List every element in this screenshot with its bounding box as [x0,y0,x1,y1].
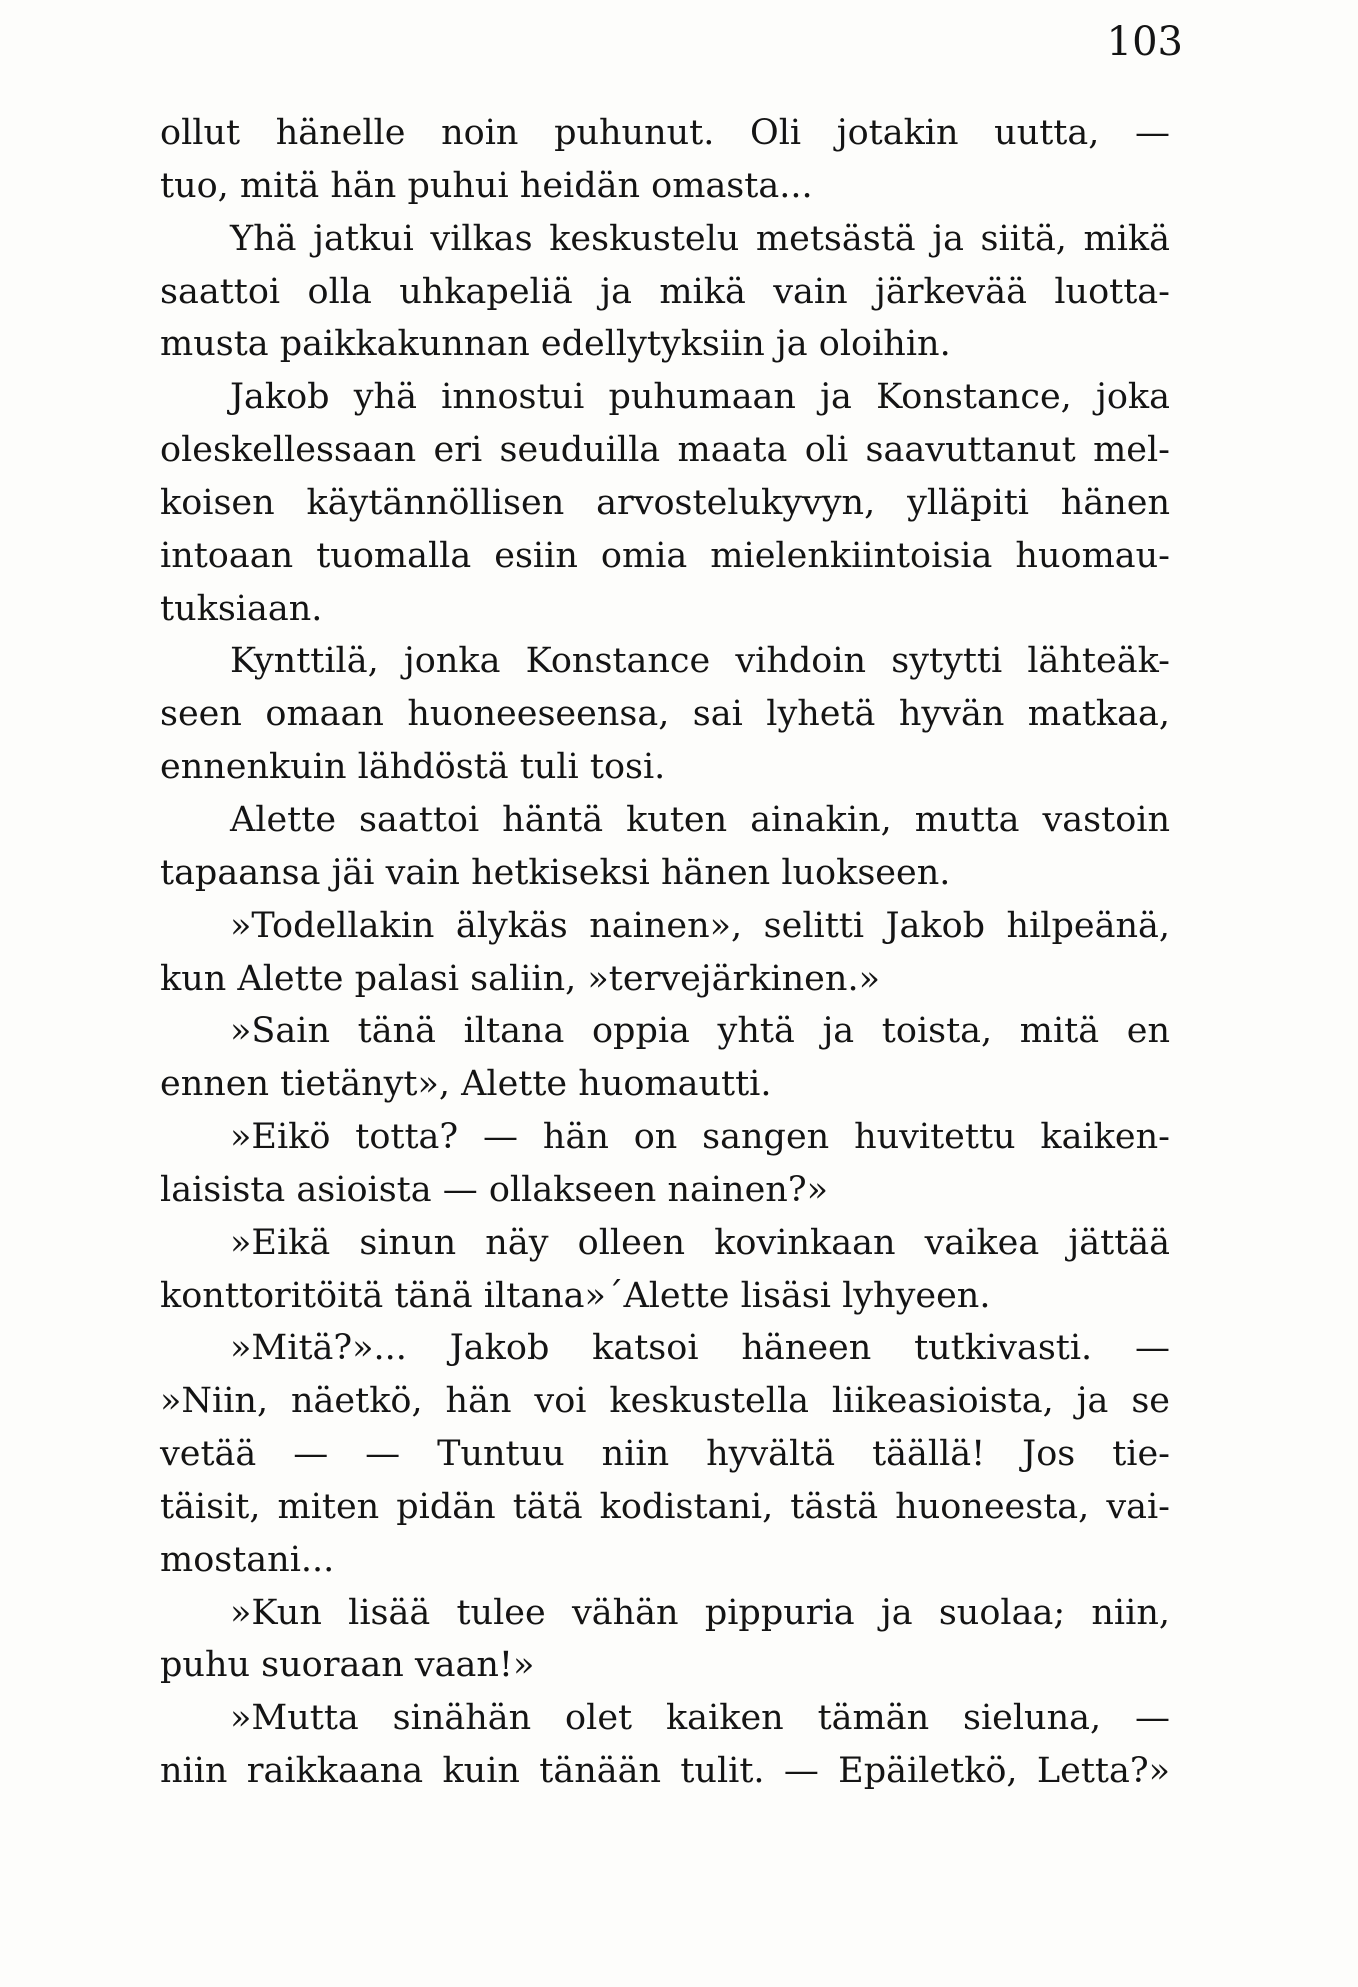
text-line: kun Alette palasi saliin, »tervejärkinen.» [160,958,880,999]
text-line: laisista asioista — ollakseen nainen?» [160,1169,829,1210]
text-line: ennen tietänyt», Alette huomautti. [160,1064,772,1105]
text-line: tuo, mitä hän puhui heidän omasta... [160,165,813,206]
text-line: »Kun lisää tulee vähän pippuria ja suolaa; niin, [230,1592,1170,1633]
text-line: Yhä jatkui vilkas keskustelu metsästä ja siitä, mikä [230,218,1170,259]
text-line: seen omaan huoneeseensa, sai lyhetä hyvän matkaa, [160,694,1170,735]
text-line: ollut hänelle noin puhunut. Oli jotakin uutta, — [160,113,1170,153]
text-line: »Mutta sinähän olet kaiken tämän sieluna, — [230,1698,1170,1739]
text-line: niin raikkaana kuin tänään tulit. — Epäiletkö, Letta?» [160,1751,1170,1792]
text-line: puhu suoraan vaan!» [160,1645,535,1686]
text-line: tuksiaan. [160,588,323,629]
text-line: »Niin, näetkö, hän voi keskustella liikeasioista, ja se [160,1381,1170,1422]
text-line: »Todellakin älykäs nainen», selitti Jakob hilpeänä, [230,905,1170,946]
text-line: Kynttilä, jonka Konstance vihdoin sytytti lähteäk- [230,641,1170,682]
text-line: mostani... [160,1539,335,1580]
text-line: oleskellessaan eri seuduilla maata oli saavuttanut mel- [160,430,1170,471]
text-line: »Eikä sinun näy olleen kovinkaan vaikea jättää [230,1222,1170,1263]
text-line: »Mitä?»... Jakob katsoi häneen tutkivasti. — [230,1328,1170,1369]
text-line: saattoi olla uhkapeliä ja mikä vain järkevää luotta- [160,271,1170,312]
text-line: konttoritöitä tänä iltana»´Alette lisäsi lyhyeen. [160,1275,991,1316]
text-line: koisen käytännöllisen arvostelukyvyn, ylläpiti hänen [160,482,1170,523]
text-line: täisit, miten pidän tätä kodistani, tästä huoneesta, vai- [160,1486,1170,1527]
text-line: Alette saattoi häntä kuten ainakin, mutta vastoin [230,799,1170,840]
body-text [160,107,1170,1798]
text-line: »Sain tänä iltana oppia yhtä ja toista, mitä en [230,1011,1170,1052]
page-number: 103 [1106,19,1183,65]
text-line: »Eikö totta? — hän on sangen huvitettu kaiken- [230,1117,1170,1158]
text-line: intoaan tuomalla esiin omia mielenkiintoisia huomau- [160,535,1170,576]
text-line: musta paikkakunnan edellytyksiin ja oloihin. [160,324,951,365]
text-line: ennenkuin lähdöstä tuli tosi. [160,747,666,788]
text-line: Jakob yhä innostui puhumaan ja Konstance, joka [230,377,1170,418]
text-line: tapaansa jäi vain hetkiseksi hänen luokseen. [160,852,951,893]
text-line: vetää — — Tuntuu niin hyvältä täällä! Jos tie- [160,1434,1170,1475]
